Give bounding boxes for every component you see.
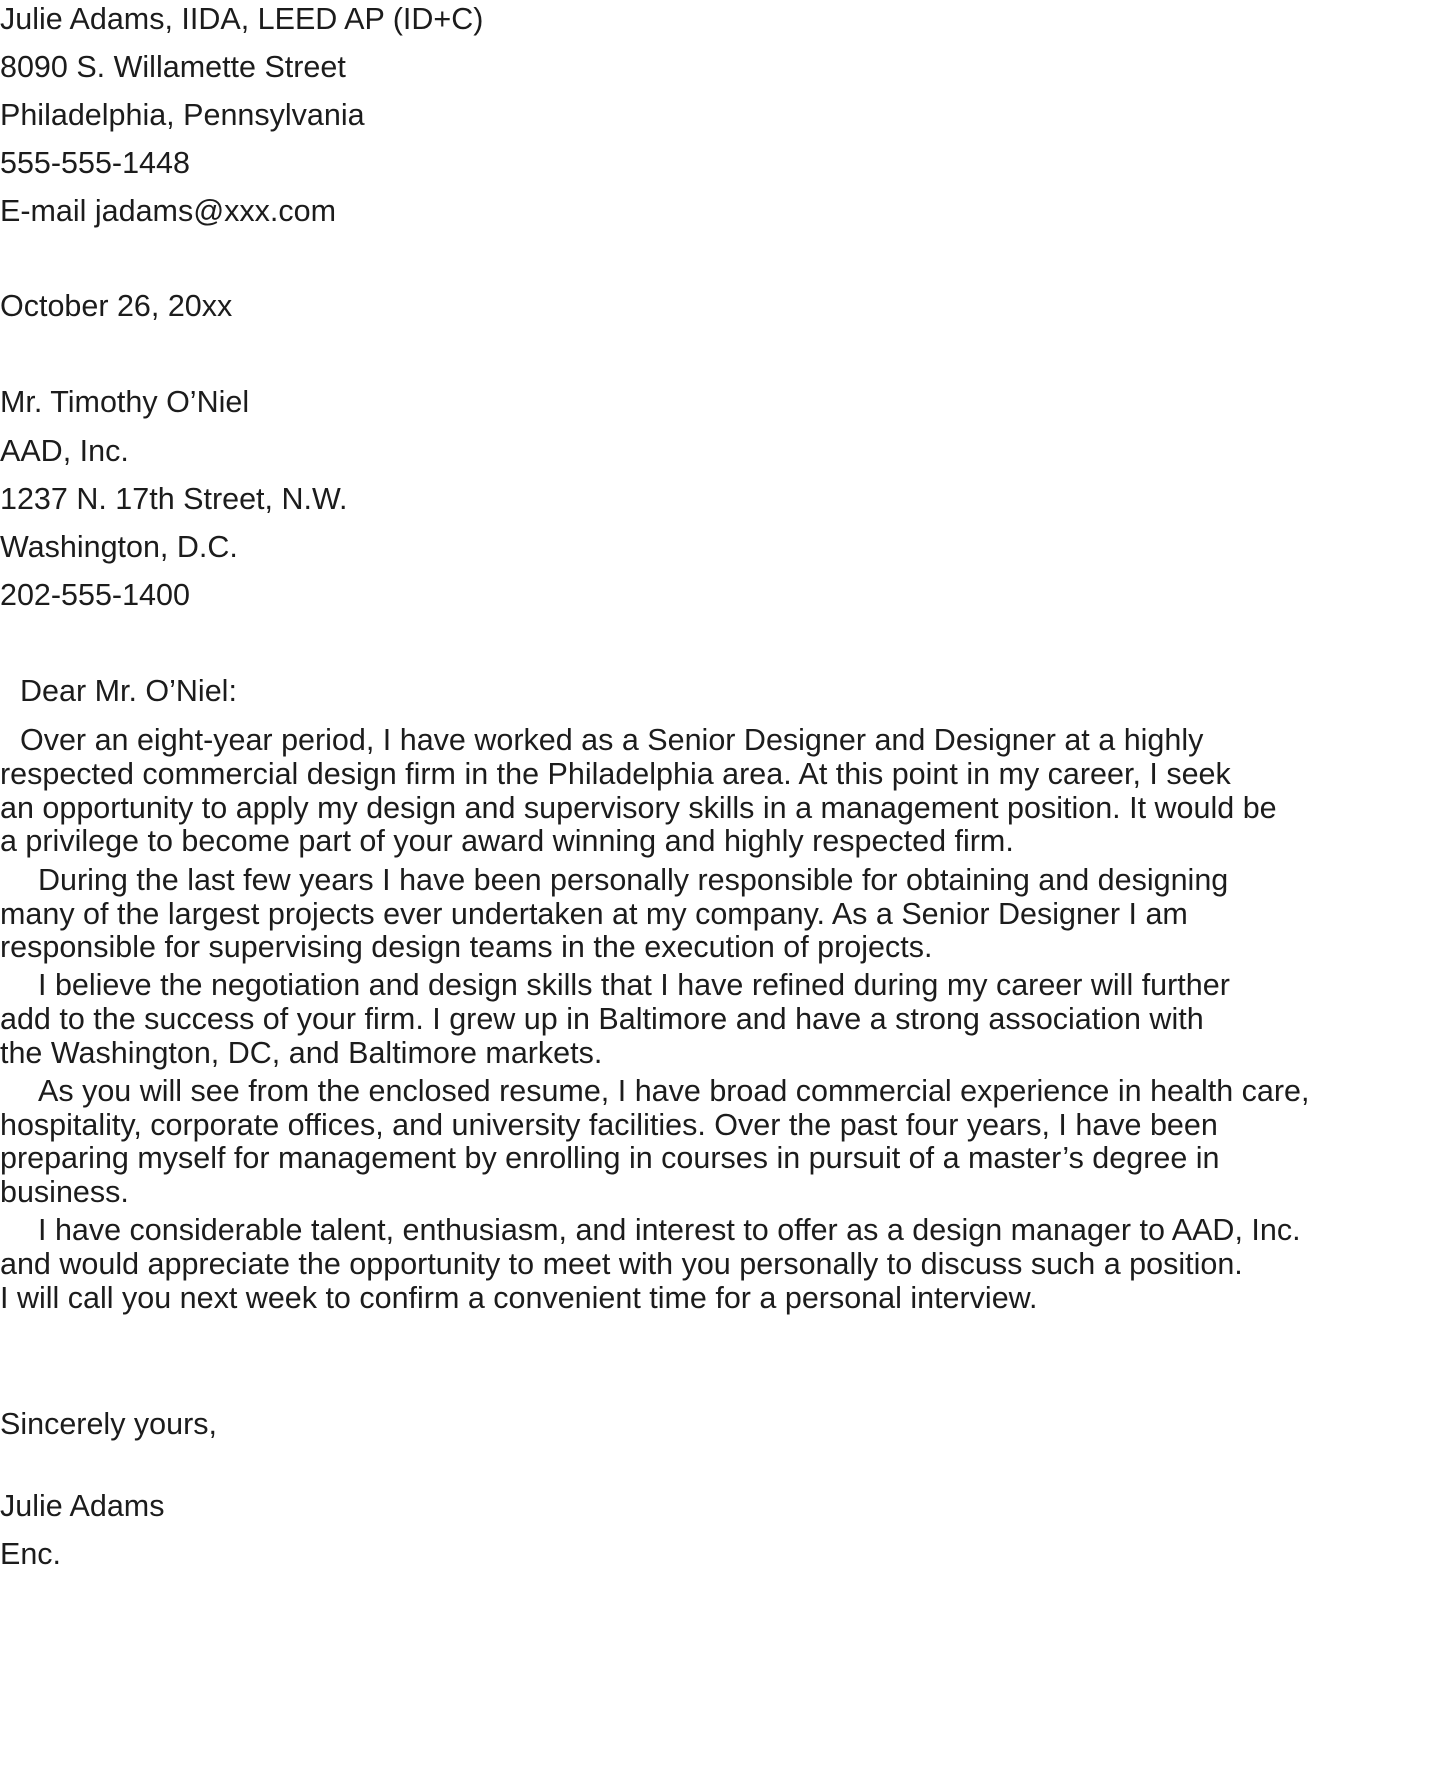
enclosure-note: Enc. <box>0 1537 62 1571</box>
body-line: Over an eight-year period, I have worked as a Senior Designer and Designer at a highly <box>20 723 1204 757</box>
recipient-city: Washington, D.C. <box>0 530 238 564</box>
body-line: hospitality, corporate offices, and university facilities. Over the past four years, I have been <box>0 1108 1218 1142</box>
body-line: As you will see from the enclosed resume, I have broad commercial experience in health care, <box>38 1074 1310 1108</box>
signature-name: Julie Adams <box>0 1489 165 1523</box>
body-line: I believe the negotiation and design skills that I have refined during my career will further <box>38 968 1230 1002</box>
body-line: an opportunity to apply my design and supervisory skills in a management position. It would be <box>0 791 1277 825</box>
body-line: business. <box>0 1175 129 1209</box>
sender-email: E-mail jadams@xxx.com <box>0 194 337 228</box>
body-line: and would appreciate the opportunity to meet with you personally to discuss such a position. <box>0 1247 1243 1281</box>
recipient-street: 1237 N. 17th Street, N.W. <box>0 482 348 516</box>
closing: Sincerely yours, <box>0 1407 217 1441</box>
recipient-company: AAD, Inc. <box>0 434 129 468</box>
salutation: Dear Mr. O’Niel: <box>20 674 237 708</box>
sender-street: 8090 S. Willamette Street <box>0 50 346 84</box>
sender-city-state: Philadelphia, Pennsylvania <box>0 98 365 132</box>
body-line: I will call you next week to confirm a convenient time for a personal interview. <box>0 1281 1038 1315</box>
recipient-phone: 202-555-1400 <box>0 578 190 612</box>
recipient-name: Mr. Timothy O’Niel <box>0 385 250 419</box>
body-line: the Washington, DC, and Baltimore markets. <box>0 1036 603 1070</box>
sender-name: Julie Adams, IIDA, LEED AP (ID+C) <box>0 2 484 36</box>
body-line: a privilege to become part of your award winning and highly respected firm. <box>0 824 1014 858</box>
body-line: many of the largest projects ever undertaken at my company. As a Senior Designer I am <box>0 897 1188 931</box>
body-line: I have considerable talent, enthusiasm, and interest to offer as a design manager to AAD, Inc. <box>38 1213 1301 1247</box>
sender-phone: 555-555-1448 <box>0 146 190 180</box>
letter-date: October 26, 20xx <box>0 289 233 323</box>
body-line: respected commercial design firm in the Philadelphia area. At this point in my career, I seek <box>0 757 1231 791</box>
body-line: preparing myself for management by enrolling in courses in pursuit of a master’s degree in <box>0 1141 1220 1175</box>
body-line: add to the success of your firm. I grew up in Baltimore and have a strong association with <box>0 1002 1204 1036</box>
body-line: responsible for supervising design teams in the execution of projects. <box>0 930 933 964</box>
body-line: During the last few years I have been personally responsible for obtaining and designing <box>38 863 1229 897</box>
